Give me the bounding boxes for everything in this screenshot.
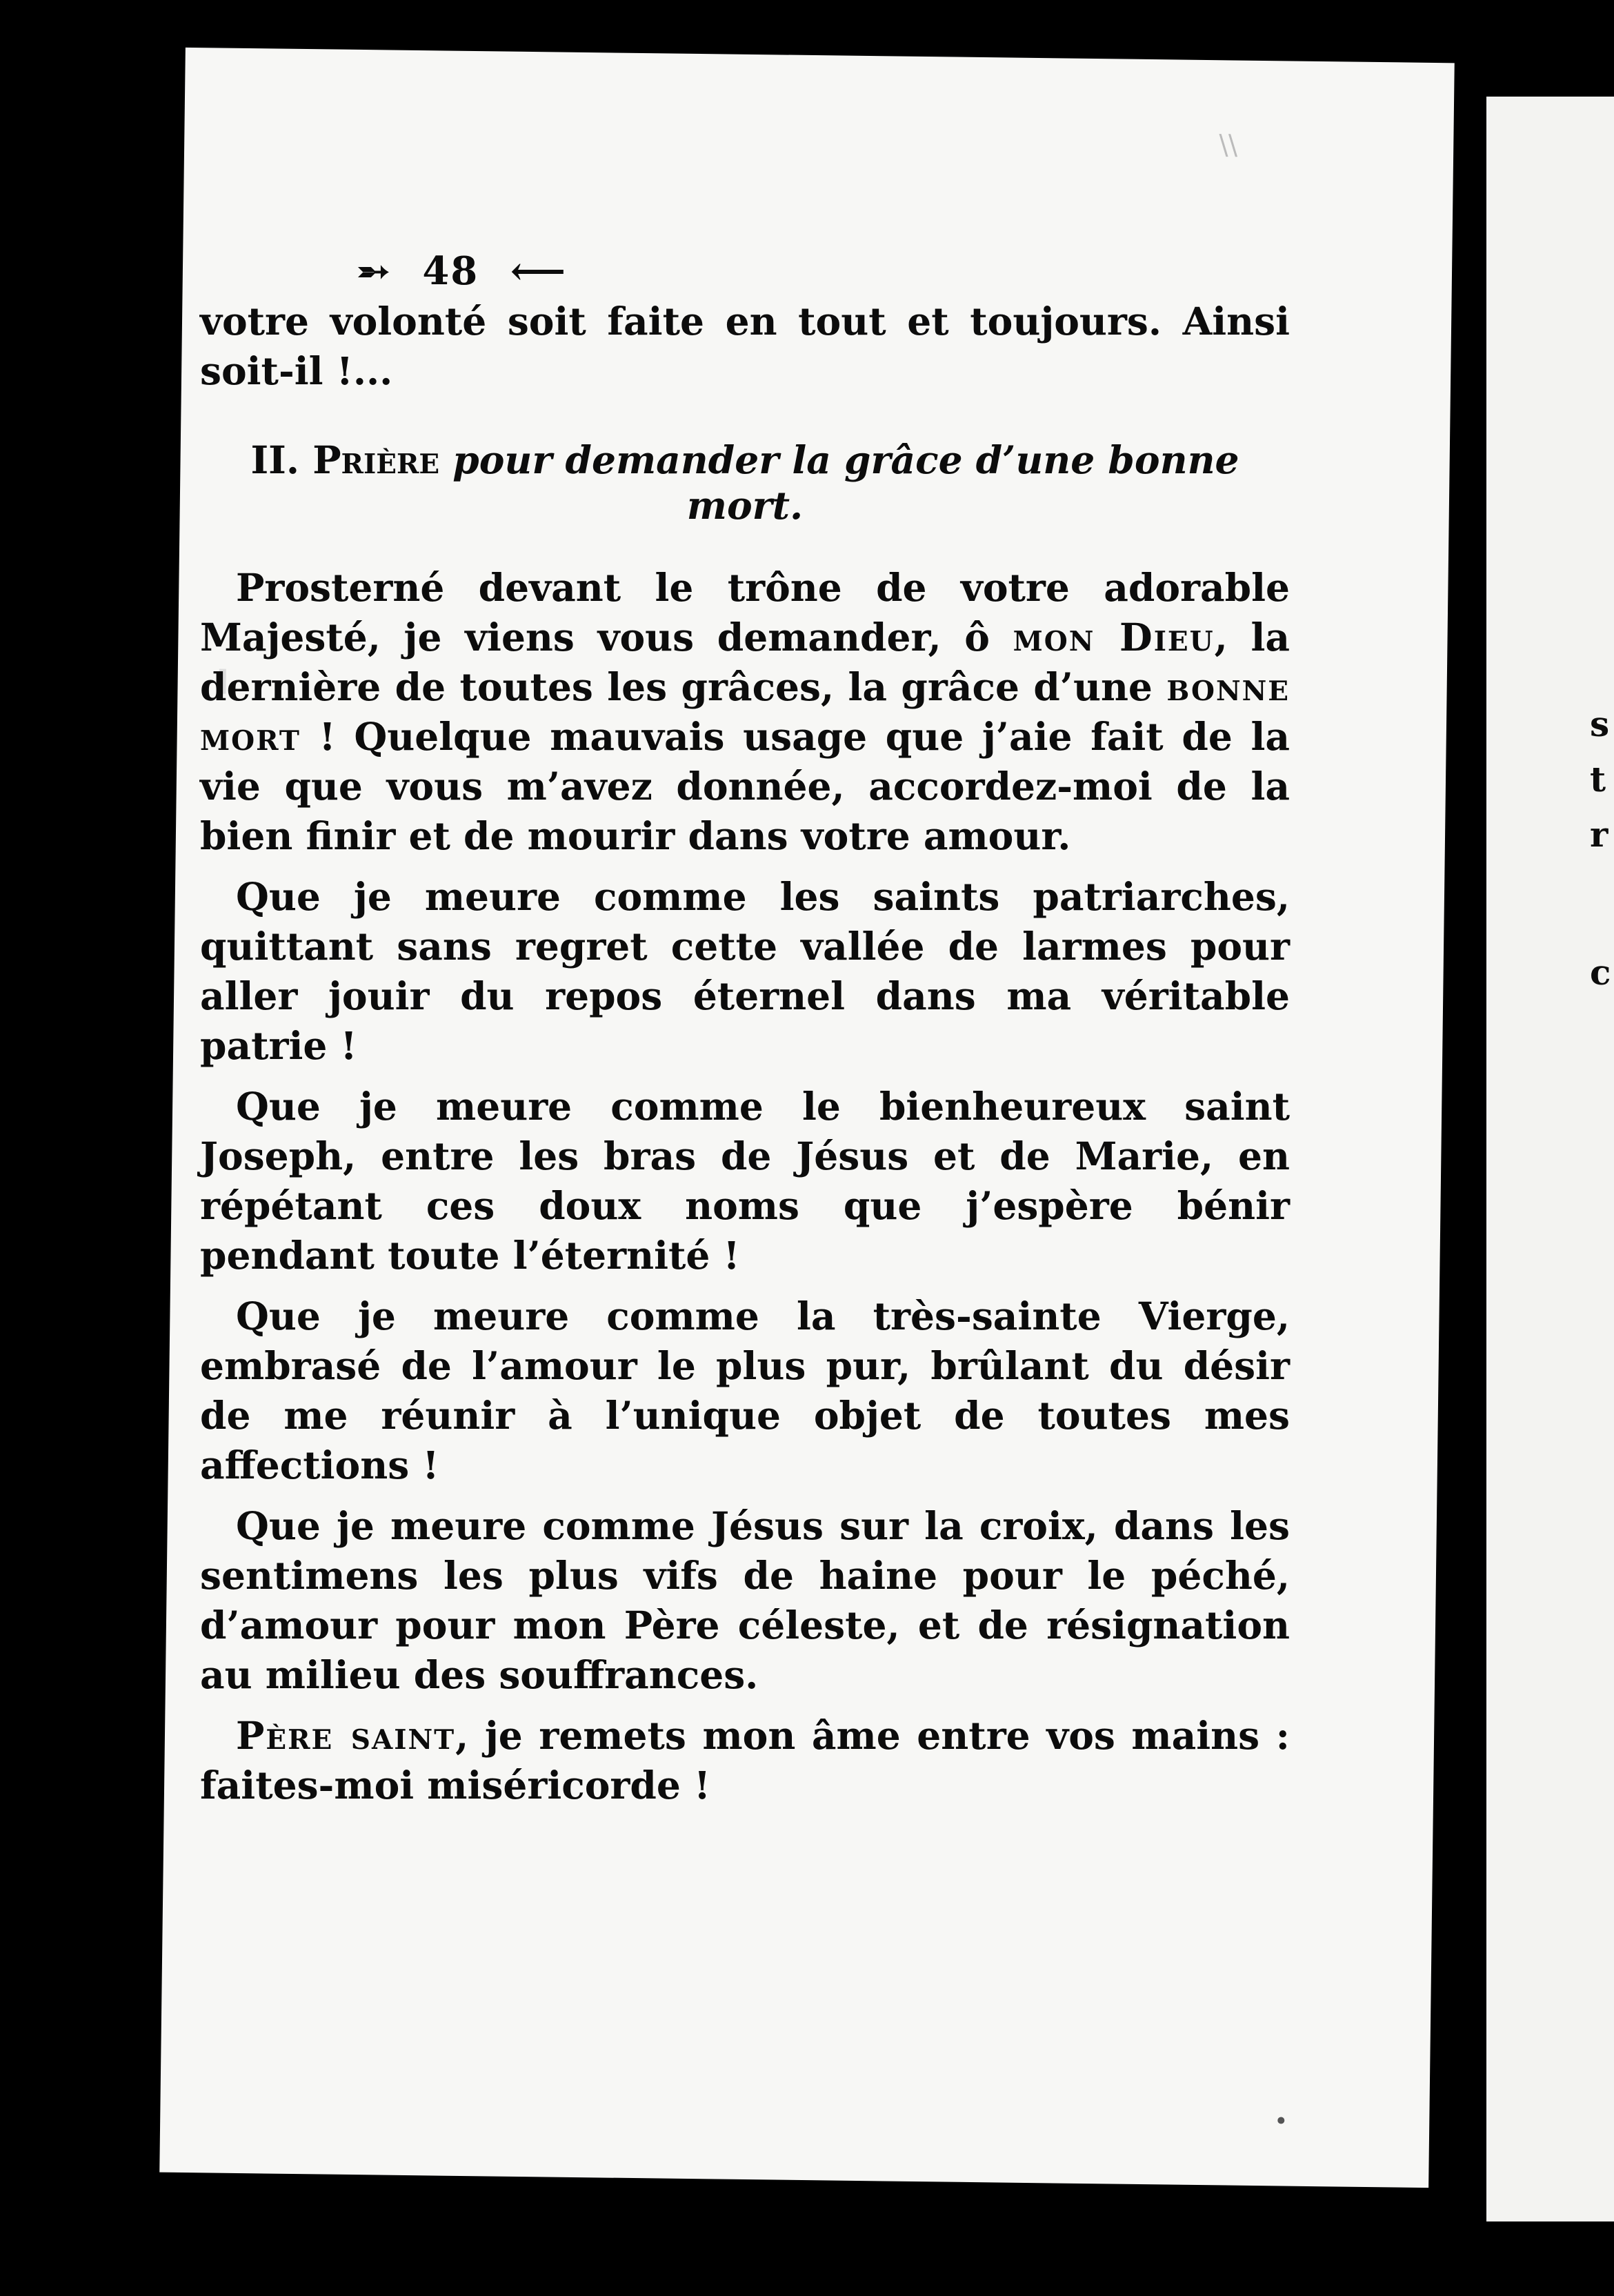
adjacent-page-fragment: r [1590,814,1608,855]
small-caps-text: mon Dieu [1013,615,1215,660]
paper-dot [1277,2117,1284,2124]
adjacent-page [1486,97,1614,2221]
paragraph: Que je meure comme Jésus sur la croix, dans les sentimens les plus vifs de haine pour le péché, d’amour pour mon Père céleste, et de résignation au milieu des souffrances. [200,1503,1290,1697]
paragraph: Que je meure comme les saints patriarches, quittant sans regret cette vallée de larmes pour aller jouir du repos éternel dans ma véritable patrie ! [200,874,1290,1068]
right-arrow-ornament: ⟵ [510,248,568,294]
section-title [200,437,1290,528]
paragraph [200,1711,1290,1810]
section-italic: pour demander la grâce d’une bonne mort. [452,437,1239,528]
paper-mark: \\ [1218,129,1238,161]
paragraph-text: , la dernière de toutes les grâces, la grâce d’une [200,615,1290,709]
paragraph-text: ! Quelque mauvais usage que j’aie fait de la vie que vous m’avez donnée, accordez-moi de la bien finir et de mourir dans votre amour. [200,714,1290,858]
section-lead: Prière [312,437,440,482]
paragraph [200,563,1290,861]
page-text [200,297,1290,1810]
section-number: II. [250,437,300,482]
adjacent-page-fragment: t [1590,759,1606,800]
adjacent-page-fragment: s [1590,704,1610,744]
page-header [0,248,924,294]
prayer-body [200,563,1290,1810]
paragraph-text: , je remets mon âme entre vos mains : faites-moi miséricorde ! [200,1713,1290,1808]
page-number: 48 [422,248,479,294]
paragraph: Que je meure comme la très-sainte Vierge, embrasé de l’amour le plus pur, brûlant du désir de me réunir à l’unique objet de toutes mes affections ! [200,1294,1290,1487]
opening-line: votre volonté soit faite en tout et toujours. Ainsi soit-il !... [200,299,1290,393]
small-caps-text: bonne mort [200,664,1290,759]
adjacent-page-fragment: c [1590,952,1611,993]
left-arrow-ornament: ➵ [357,248,391,294]
paragraph-text: Prosterné devant le trône de votre adorable Majesté, je viens vous demander, ô [200,565,1290,660]
small-caps-text: Père saint [236,1713,456,1758]
paragraph: Que je meure comme le bienheureux saint Joseph, entre les bras de Jésus et de Marie, en répétant ces doux noms que j’espère bénir pendant toute l’éternité ! [200,1084,1290,1278]
